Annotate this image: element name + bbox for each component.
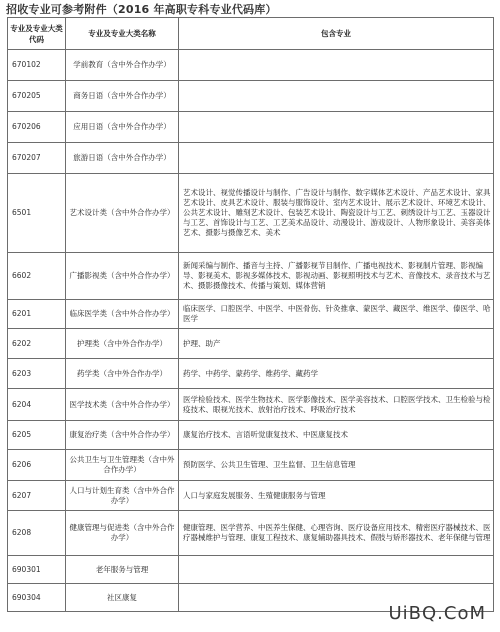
row-majors: 艺术设计、视觉传播设计与制作、广告设计与制作、数字媒体艺术设计、产品艺术设计、家具艺术设计、皮具艺术设计、服装与服饰设计、室内艺术设计、展示艺术设计、环境艺术设计、公共艺术设计、雕刻艺术设计、包装艺术设计、陶瓷设计与工艺、刺绣设计与工艺、玉器设计与工艺、首饰设计与工艺、工艺美术品设计、动漫设计、游戏设计、人物形象设计、美容美体艺术、摄影与摄像艺术、美术 bbox=[179, 174, 494, 253]
row-majors: 人口与家庭发展服务、生殖健康服务与管理 bbox=[179, 481, 494, 511]
header-name: 专业及专业大类名称 bbox=[66, 18, 179, 50]
row-name: 老年服务与管理 bbox=[66, 556, 179, 584]
table-row bbox=[8, 112, 494, 143]
row-code: 6206 bbox=[8, 450, 66, 481]
row-name: 护理类（含中外合作办学） bbox=[66, 329, 179, 359]
table-row bbox=[8, 450, 494, 481]
row-name: 旅游日语（含中外合作办学） bbox=[66, 143, 179, 174]
row-name: 健康管理与促进类（含中外合作办学） bbox=[66, 511, 179, 556]
row-code: 670205 bbox=[8, 81, 66, 112]
table-row bbox=[8, 556, 494, 584]
row-name: 艺术设计类（含中外合作办学） bbox=[66, 174, 179, 253]
row-majors: 药学、中药学、蒙药学、维药学、藏药学 bbox=[179, 359, 494, 389]
row-majors: 预防医学、公共卫生管理、卫生监督、卫生信息管理 bbox=[179, 450, 494, 481]
table-row bbox=[8, 81, 494, 112]
row-name: 商务日语（含中外合作办学） bbox=[66, 81, 179, 112]
row-code: 670207 bbox=[8, 143, 66, 174]
row-name: 社区康复 bbox=[66, 584, 179, 612]
row-name: 应用日语（含中外合作办学） bbox=[66, 112, 179, 143]
row-majors: 护理、助产 bbox=[179, 329, 494, 359]
table-header-row bbox=[8, 18, 494, 50]
row-code: 690304 bbox=[8, 584, 66, 612]
row-code: 6203 bbox=[8, 359, 66, 389]
row-code: 6501 bbox=[8, 174, 66, 253]
row-code: 6207 bbox=[8, 481, 66, 511]
row-majors: 临床医学、口腔医学、中医学、中医骨伤、针灸推拿、蒙医学、藏医学、维医学、傣医学、哈医学 bbox=[179, 300, 494, 329]
row-name: 康复治疗类（含中外合作办学） bbox=[66, 421, 179, 450]
row-majors bbox=[179, 81, 494, 112]
table-row bbox=[8, 511, 494, 556]
table-row bbox=[8, 253, 494, 300]
row-majors bbox=[179, 556, 494, 584]
header-majors: 包含专业 bbox=[179, 18, 494, 50]
row-code: 6205 bbox=[8, 421, 66, 450]
row-code: 670206 bbox=[8, 112, 66, 143]
table-row bbox=[8, 359, 494, 389]
row-majors bbox=[179, 50, 494, 81]
row-name: 公共卫生与卫生管理类（含中外合作办学） bbox=[66, 450, 179, 481]
row-name: 药学类（含中外合作办学） bbox=[66, 359, 179, 389]
row-code: 690301 bbox=[8, 556, 66, 584]
row-name: 医学技术类（含中外合作办学） bbox=[66, 389, 179, 421]
row-majors bbox=[179, 143, 494, 174]
document-caption: 招收专业可参考附件（2016 年高职专科专业代码库） bbox=[6, 3, 277, 16]
table-row bbox=[8, 329, 494, 359]
row-code: 6602 bbox=[8, 253, 66, 300]
table-row bbox=[8, 389, 494, 421]
watermark-logo: UiBQ.CoM bbox=[388, 603, 486, 624]
table-row bbox=[8, 50, 494, 81]
row-majors: 康复治疗技术、言语听觉康复技术、中医康复技术 bbox=[179, 421, 494, 450]
row-code: 670102 bbox=[8, 50, 66, 81]
row-majors: 健康管理、医学营养、中医养生保健、心理咨询、医疗设备应用技术、精密医疗器械技术、医疗器械维护与管理、康复工程技术、康复辅助器具技术、假肢与矫形器技术、老年保健与管理 bbox=[179, 511, 494, 556]
row-code: 6201 bbox=[8, 300, 66, 329]
row-code: 6204 bbox=[8, 389, 66, 421]
table-row bbox=[8, 300, 494, 329]
header-code: 专业及专业大类代码 bbox=[8, 18, 66, 50]
major-code-table bbox=[7, 17, 494, 612]
row-majors: 新闻采编与制作、播音与主持、广播影视节目制作、广播电视技术、影视制片管理、影视编导、影视美术、影视多媒体技术、影视动画、影视照明技术与艺术、音像技术、录音技术与艺术、摄影摄像技术、传播与策划、媒体营销 bbox=[179, 253, 494, 300]
table-row bbox=[8, 481, 494, 511]
table-row bbox=[8, 174, 494, 253]
table-row bbox=[8, 143, 494, 174]
row-code: 6208 bbox=[8, 511, 66, 556]
row-majors bbox=[179, 112, 494, 143]
row-majors: 医学检验技术、医学生物技术、医学影像技术、医学美容技术、口腔医学技术、卫生检验与检疫技术、眼视光技术、放射治疗技术、呼吸治疗技术 bbox=[179, 389, 494, 421]
row-name: 临床医学类（含中外合作办学） bbox=[66, 300, 179, 329]
table-row bbox=[8, 421, 494, 450]
row-name: 广播影视类（含中外合作办学） bbox=[66, 253, 179, 300]
row-name: 学前教育（含中外合作办学） bbox=[66, 50, 179, 81]
row-name: 人口与计划生育类（含中外合作办学） bbox=[66, 481, 179, 511]
row-code: 6202 bbox=[8, 329, 66, 359]
